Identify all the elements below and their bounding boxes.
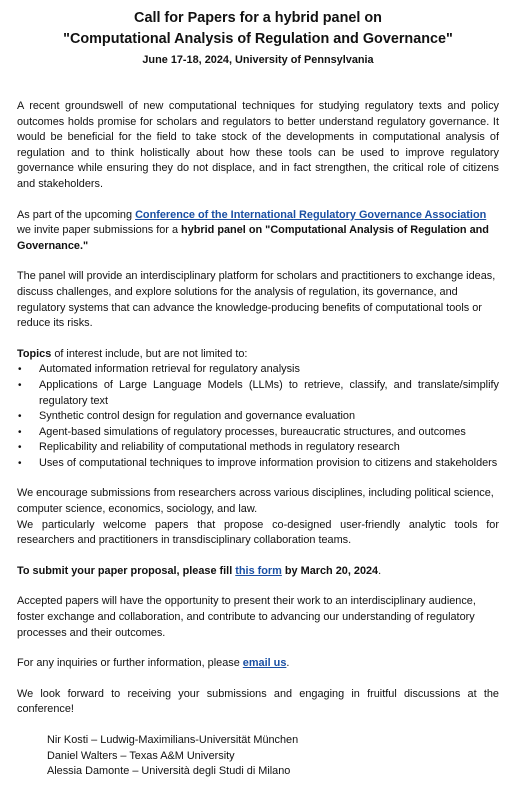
spacer <box>17 579 499 594</box>
submission-form-link[interactable]: this form <box>235 564 282 577</box>
topics-intro <box>17 347 499 363</box>
topic-text: Synthetic control design for regulation and governance evaluation <box>39 410 356 423</box>
intro-paragraph: A recent groundswell of new computational techniques for studying regulatory texts and policy outcomes holds promise for scholars and regulators to better understand regulatory governance. It would be beneficial for the field to take stock of the developments in computational analysis of regulation and to think holistically about how these tools can be used to improve regulatory governance while ensuring they do not displace, and in fact strengthen, the critical role of citizens and stakeholders. <box>17 100 499 190</box>
list-item <box>17 362 499 378</box>
topic-text: Applications of Large Language Models (LLMs) to retrieve, classify, and translate/simplify regulatory text <box>39 378 499 407</box>
submit-end: . <box>378 564 382 577</box>
bullet-icon: • <box>18 457 22 469</box>
date-location: June 17-18, 2024, University of Pennsylvania <box>142 54 374 66</box>
spacer <box>17 672 499 687</box>
spacer <box>17 68 499 99</box>
spacer <box>17 549 499 564</box>
spacer <box>17 193 499 208</box>
topics-label: Topics <box>17 347 52 360</box>
organizer: Daniel Walters – Texas A&M University <box>47 749 235 762</box>
email-link[interactable]: email us <box>242 657 287 670</box>
title-line-1: Call for Papers for a hybrid panel on <box>134 10 382 26</box>
organizer: Nir Kosti – Ludwig-Maximilians-Universität München <box>47 734 299 746</box>
inquiries-prefix: For any inquiries or further information, please <box>17 657 243 670</box>
page-title <box>17 8 499 49</box>
conference-prefix: As part of the upcoming <box>17 208 136 221</box>
inquiries-suffix: . <box>286 657 290 670</box>
bullet-icon: • <box>18 364 22 376</box>
closing-paragraph: We look forward to receiving your submissions and engaging in fruitful discussions at the conference! <box>17 687 499 716</box>
spacer <box>17 254 499 269</box>
organizers-list <box>17 733 499 780</box>
bullet-icon: • <box>18 442 22 454</box>
submit-paragraph <box>17 564 499 580</box>
conference-middle: we invite paper submissions for a <box>17 224 182 237</box>
accepted-paragraph: Accepted papers will have the opportunity to present their work to an interdisciplinary audience, foster exchange and collaboration, and contribute to advancing our understanding of regulatory processes and their outcomes. <box>17 595 476 639</box>
topic-text: Agent-based simulations of regulatory processes, bureaucratic structures, and outcomes <box>39 425 466 438</box>
submit-prefix: To submit your paper proposal, please fill <box>17 564 236 577</box>
topic-text: Uses of computational techniques to improve information provision to citizens and stakeholders <box>39 456 498 469</box>
document-page <box>17 8 499 780</box>
inquiries-paragraph <box>17 656 499 672</box>
list-item <box>17 409 499 425</box>
list-item <box>17 456 499 472</box>
topics-intro-text: of interest include, but are not limited to: <box>51 347 248 360</box>
title-line-2: "Computational Analysis of Regulation and Governance" <box>63 30 453 47</box>
spacer <box>17 718 499 733</box>
spacer <box>17 471 499 486</box>
bullet-icon: • <box>18 411 22 423</box>
conference-link[interactable]: Conference of the International Regulatory Governance Association <box>135 208 487 221</box>
panel-description: The panel will provide an interdisciplinary platform for scholars and practitioners to exchange ideas, discuss challenges, and explore solutions for the analysis of regulation, its governance, and regulatory systems that can advance the knowledge-producing benefits of computational tools or reduce its risks. <box>17 270 496 330</box>
conference-paragraph <box>17 208 499 255</box>
welcome-paragraph: We particularly welcome papers that propose co-designed user-friendly analytic tools for researchers and practitioners in transdisciplinary collaboration teams. <box>17 518 499 547</box>
list-item <box>17 440 499 456</box>
topic-text: Automated information retrieval for regulatory analysis <box>39 363 300 376</box>
spacer <box>17 332 499 347</box>
encourage-paragraph: We encourage submissions from researchers across various disciplines, including political science, computer science, economics, sociology, and law. <box>17 487 494 516</box>
list-item <box>17 425 499 441</box>
conference-bold-text: hybrid panel on "Computational Analysis of Regulation and Governance." <box>17 224 489 252</box>
spacer <box>17 641 499 656</box>
bullet-icon: • <box>18 426 22 438</box>
submit-deadline: by March 20, 2024 <box>281 564 379 577</box>
organizer: Alessia Damonte – Università degli Studi di Milano <box>47 765 291 778</box>
bullet-icon: • <box>18 379 22 391</box>
list-item <box>17 378 499 409</box>
topic-text: Replicability and reliability of computational methods in regulatory research <box>39 441 400 454</box>
topics-list <box>17 362 499 471</box>
